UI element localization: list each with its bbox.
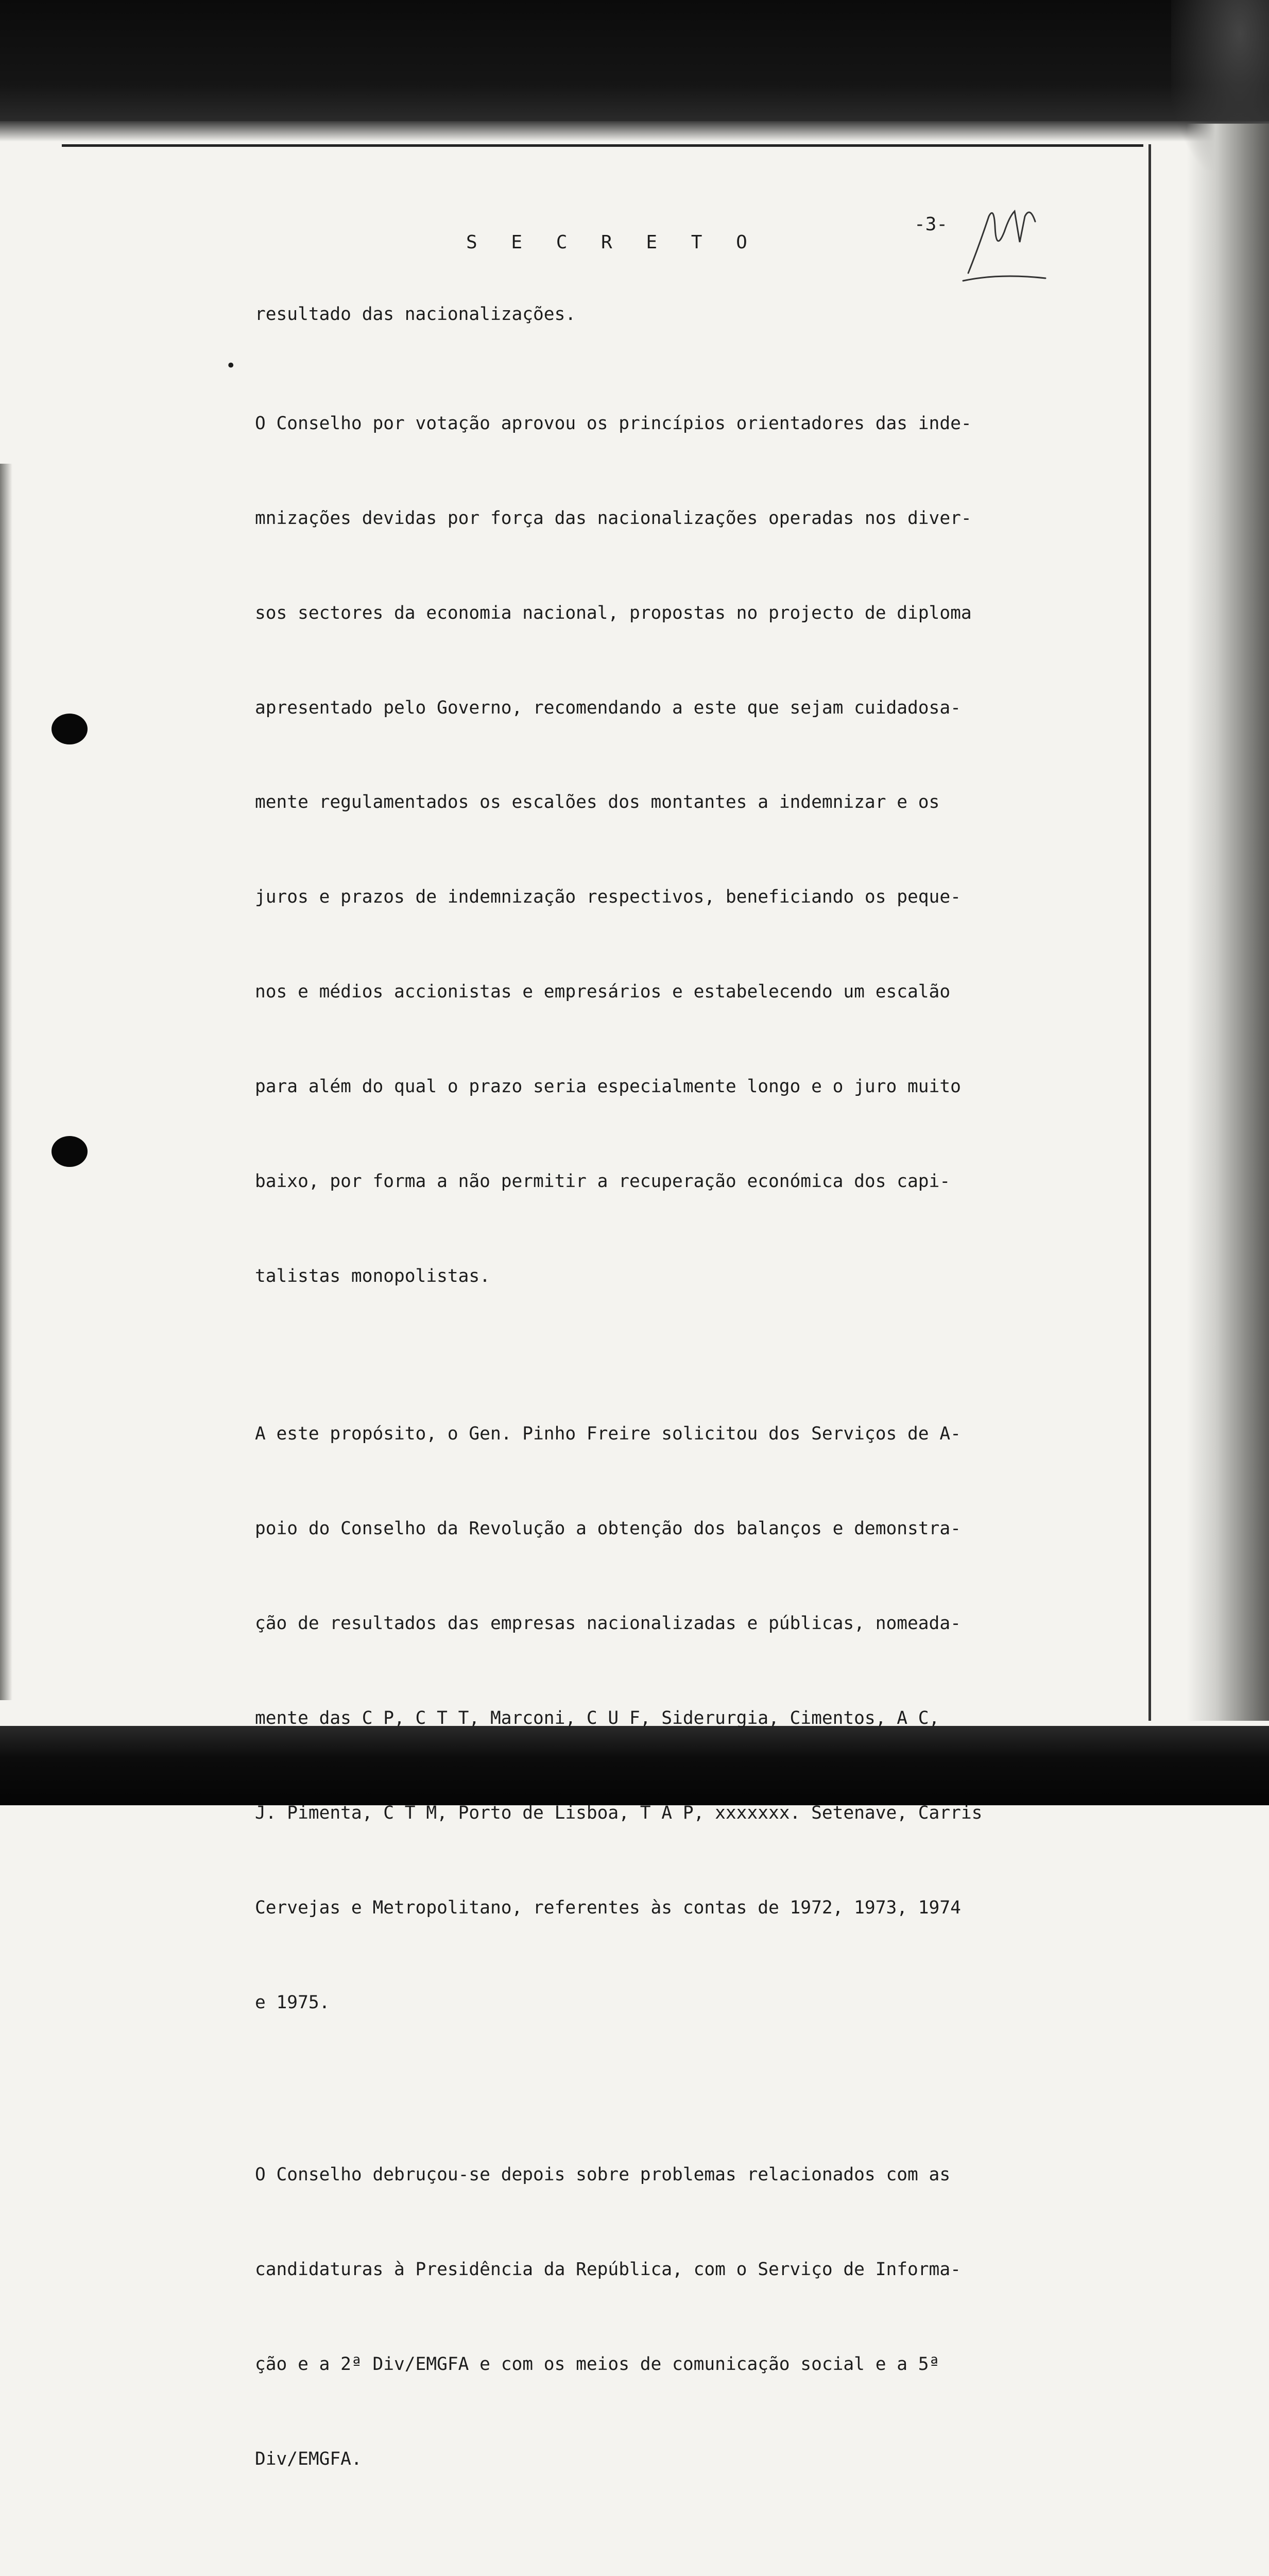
text-line: mnizações devidas por força das nacionalizações operadas nos diver- [255,507,972,529]
page-top-edge [62,144,1143,147]
punch-hole-lower [52,1136,88,1167]
text-line: Cervejas e Metropolitano, referentes às contas de 1972, 1973, 1974 [255,1897,961,1918]
scan-left-border [0,464,12,1700]
page-number: -3- [914,214,948,235]
classification-label: S E C R E T O [466,232,759,253]
text-line: Div/EMGFA. [255,2448,362,2469]
paragraph-5 [255,2553,1030,2576]
text-line: A este propósito, o Gen. Pinho Freire solicitou dos Serviços de A- [255,1423,961,1445]
text-line: O Conselho debruçou-se depois sobre problemas relacionados com as [255,2164,951,2185]
punch-hole-upper [52,714,88,744]
paragraph-1 [255,299,1030,330]
scan-right-border [1187,124,1269,1721]
text-line: baixo, por forma a não permitir a recuperação económica dos capi- [255,1171,951,1192]
text-line: mente das C P, C T T, Marconi, C U F, Siderurgia, Cimentos, A C, [255,1708,940,1729]
paragraph-3 [255,1355,1030,2082]
scan-top-shadow [0,121,1269,142]
text-line: nos e médios accionistas e empresários e estabelecendo um escalão [255,981,951,1003]
text-line: ção e a 2ª Div/EMGFA e com os meios de comunicação social e a 5ª [255,2354,940,2375]
text-line: e 1975. [255,1992,330,2013]
text-line: ção de resultados das empresas nacionalizadas e públicas, nomeada- [255,1613,961,1634]
text-line: O Conselho por votação aprovou os princípios orientadores das inde- [255,413,972,434]
text-line: sos sectores da economia nacional, propostas no projecto de diploma [255,602,972,623]
margin-mark: • [226,355,236,376]
text-line: candidaturas à Presidência da República, com o Serviço de Informa- [255,2259,961,2280]
text-line: resultado das nacionalizações. [255,304,576,325]
paragraph-2 [255,345,1030,1355]
scan-top-border [0,0,1269,121]
document-body [255,299,1030,2576]
text-line: juros e prazos de indemnização respectivos, beneficiando os peque- [255,887,961,908]
text-line: talistas monopolistas. [255,1265,490,1286]
text-line: J. Pimenta, C T M, Porto de Lisboa, T A P, xxxxxxx. Setenave, Carris [255,1802,983,1823]
text-line: apresentado pelo Governo, recomendando a este que sejam cuidadosa- [255,697,961,718]
page-right-edge [1148,144,1151,1721]
paragraph-4 [255,2096,1030,2538]
text-line: para além do qual o prazo seria especialmente longo e o juro muito [255,1076,961,1097]
text-line: mente regulamentados os escalões dos montantes a indemnizar e os [255,792,940,813]
text-line: poio do Conselho da Revolução a obtenção dos balanços e demonstra- [255,1518,961,1539]
handwritten-initials-mark [958,196,1061,289]
